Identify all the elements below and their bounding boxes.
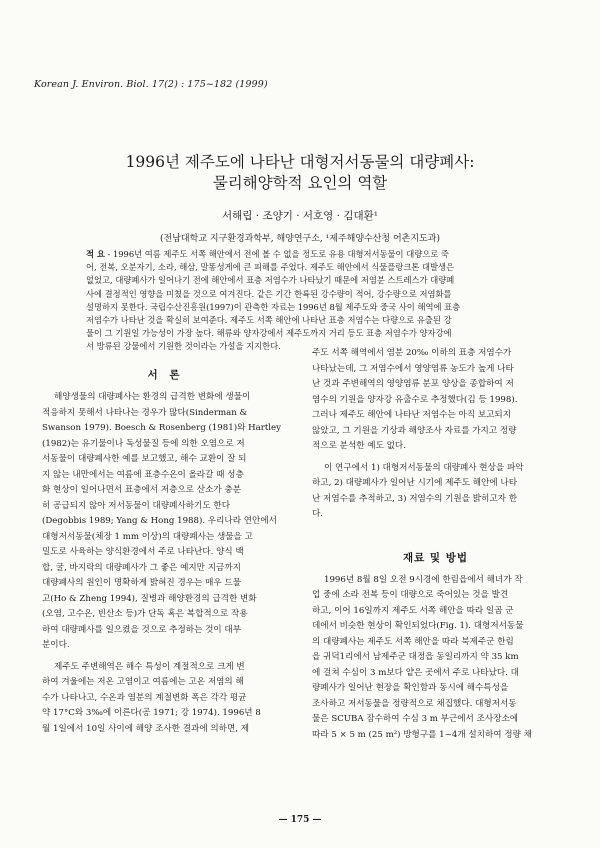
text-line: 그러나 제주도 해안에 나타난 저염수는 아직 보고되지	[312, 410, 512, 420]
text-line: 나타났는데, 그 저염수에서 영양염류 농도가 높게 나타	[312, 363, 514, 374]
text-line: 업 중에 소라 전복 등이 대량으로 죽어있는 것을 발견	[312, 590, 509, 600]
text-line: 1996년 8월 8일 오전 9시경에 한림읍에서 해녀가 작	[324, 574, 523, 585]
text-line: 조사하고 저서동물을 정량적으로 채집했다. 대형저서동	[312, 698, 517, 709]
text-line: 하여 대량폐사를 일으켰을 것으로 추정하는 것이 대부	[42, 624, 242, 635]
text-line: 제주도 주변해역은 해수 특성이 계절적으로 크게 변	[54, 661, 245, 672]
text-line: 주도 서쪽 해역에서 염분 20‰ 이하의 표층 저염수가	[312, 348, 512, 358]
abstract-line	[86, 248, 520, 261]
text-line: 지 않는 내만에서는 여름에 표층수온이 올라갈 때 성층	[42, 469, 244, 480]
text-line: 하여 겨울에는 저온 고염이고 여름에는 고온 저염의 해	[42, 677, 244, 687]
abstract-line: 어, 전복, 오분자기, 소라, 해삼, 말똥성게에 큰 피해를 주었다. 제주도 해안에서 식물플랑크톤 대발생은	[86, 262, 455, 273]
abstract-text: - 1996년 여름 제주도 서쪽 해안에서 전에 볼 수 없을 정도로 유용 대형저서동물이 대량으로 죽	[104, 249, 449, 259]
paper-title-line-1: 1996년 제주도에 나타난 대형저서동물의 대량폐사:	[125, 153, 475, 171]
text-line: 에 걸쳐 수심이 3 m보다 얕은 곳에서 주로 나타났다. 대	[312, 667, 519, 678]
abstract-line: 없었고, 대량폐사가 일어나기 전에 해안에서 표층 저염수가 나타났기 때문에 저염분 스트레스가 대량폐	[86, 275, 455, 286]
text-line: (Degobbis 1989; Yang & Hong 1988). 우리나라 연안에서	[42, 516, 277, 526]
text-line: (오염, 고수온, 빈산소 등)가 단독 혹은 복합적으로 작용	[42, 609, 248, 619]
text-line: 화 현상이 일어나면서 표층에서 저층으로 산소가 충분	[42, 485, 242, 495]
text-line: 따라 5 × 5 m (25 m²) 방형구를 1~4개 설치하여 정량 채	[312, 729, 532, 740]
abstract-line: 설명하지 못한다. 국립수산진흥원(1997)이 관측한 자료는 1996년 8월 제주도와 중국 사이 해역에 표층	[86, 301, 461, 312]
text-line: 대량폐사의 원인이 명확하게 밝혀진 경우는 매우 드물	[42, 578, 242, 588]
affiliation: (전남대학교 지구환경과학부, 해양연구소, ¹제주해양수산청 어촌지도과)	[160, 234, 440, 244]
text-line: 약 17°C와 3‰에 이른다(공 1971; 강 1974). 1996년 8	[42, 708, 261, 718]
text-line: 대형저서동물(체장 1 mm 이상)의 대량폐사는 생물을 고	[42, 531, 253, 542]
journal-citation: Korean J. Environ. Biol. 17(2) : 175~182 (1999)	[34, 79, 268, 90]
paper-title-line-2: 물리해양학적 요인의 역할	[212, 174, 388, 192]
text-line: 해양생물의 대량폐사는 환경의 급격한 변화에 생물이	[54, 392, 251, 402]
text-line: 밀도로 사육하는 양식환경에서 주로 나타난다. 양식 백	[42, 547, 244, 557]
text-line: 물은 SCUBA 잠수하여 수심 3 m 부근에서 조사장소에	[312, 714, 519, 724]
text-line: 하고, 2) 대량폐사가 일어난 시기에 제주도 해안에 나타	[312, 478, 518, 488]
text-line: 읍 귀덕1리에서 남제주군 대정읍 동일리까지 약 35 km	[312, 652, 519, 662]
abstract-line: 서 방류된 강물에서 기원한 것이라는 가설을 지지한다.	[86, 341, 281, 352]
authors: 서해립 · 조양기 · 서호영 · 김대환¹	[222, 210, 378, 222]
right-column	[312, 346, 559, 743]
text-line: 의 대량폐사는 제주도 서쪽 해안을 따라 북제주군 한림	[312, 636, 514, 647]
text-line: 않았고, 그 기원을 기상과 해양조사 자료를 가지고 정량	[312, 425, 517, 436]
text-line: 고(Ho & Zheng 1994), 질병과 해양환경의 급격한 변화	[42, 593, 257, 604]
text-line: (1982)는 유기물이나 독성물질 등에 의한 오염으로 저	[42, 438, 245, 449]
text-line: 이 연구에서 1) 대형저서동물의 대량폐사 현상을 파악	[324, 462, 524, 473]
text-line: 적으로 분석한 예도 없다.	[312, 441, 406, 451]
page-number: — 175 —	[278, 815, 322, 825]
text-line: 적응하지 못해서 나타나는 경우가 많다(Sinderman &	[42, 407, 248, 418]
text-line: 하고, 이어 16일까지 제주도 서쪽 해안을 따라 일곱 군	[312, 605, 514, 616]
text-line: Swanson 1979). Boesch & Rosenberg (1981)와 Hartley	[42, 423, 281, 433]
text-line: 난 저염수를 추적하고, 3) 저염수의 기원을 밝히고자 한	[312, 493, 518, 504]
text-line: 난 것과 주변해역의 영양염류 분포 양상을 종합하여 저	[312, 379, 514, 389]
section-heading-introduction: 서 론	[147, 369, 184, 381]
text-line: 서동물이 대량폐사한 예를 보고했고, 해수 교환이 잘 되	[42, 454, 247, 464]
text-line: 수가 나타나고, 수온과 염분의 계절변화 폭은 각각 평균	[42, 692, 247, 703]
abstract-line: 저염수가 나타난 것을 확실히 보여준다. 제주도 서쪽 해안에 나타난 표층 저염수는 다량으로 유출된 강	[86, 315, 452, 326]
text-line: 다.	[312, 509, 324, 519]
text-line: 히 공급되지 않아 저서동물이 대량폐사하기도 한다	[42, 500, 230, 511]
section-gap	[312, 523, 559, 543]
text-line: 합, 굴, 바지락의 대량폐사가 그 좋은 예지만 지금까지	[42, 562, 241, 573]
abstract-label: 적 요	[86, 249, 105, 259]
text-line: 염수의 기원을 양자강 유출수로 추정했다(김 등 1998).	[312, 394, 518, 405]
section-heading-methods: 재료 및 방법	[402, 551, 469, 564]
text-line: 월 1일에서 10일 사이에 해양 조사한 결과에 의하면, 제	[42, 723, 250, 734]
abstract-line: 사에 결정적인 영향을 미쳤을 것으로 여겨진다. 같은 기간 한륙된 강수량이 적어, 강수량으로 저염화를	[86, 288, 452, 299]
text-line: 량폐사가 일어난 현장을 확인함과 동시에 해수특성을	[312, 683, 509, 693]
abstract-line: 물이 그 기원일 가능성이 가장 높다. 해류와 양자강에서 제주도까지 거리 등도 표층 저염수가 양자강에	[86, 328, 452, 339]
text-line: 분이다.	[42, 640, 70, 650]
text-line: 데에서 비슷한 현상이 확인되었다(Fig. 1). 대형저서동물	[312, 621, 524, 631]
left-column	[42, 360, 289, 737]
abstract	[86, 248, 520, 354]
